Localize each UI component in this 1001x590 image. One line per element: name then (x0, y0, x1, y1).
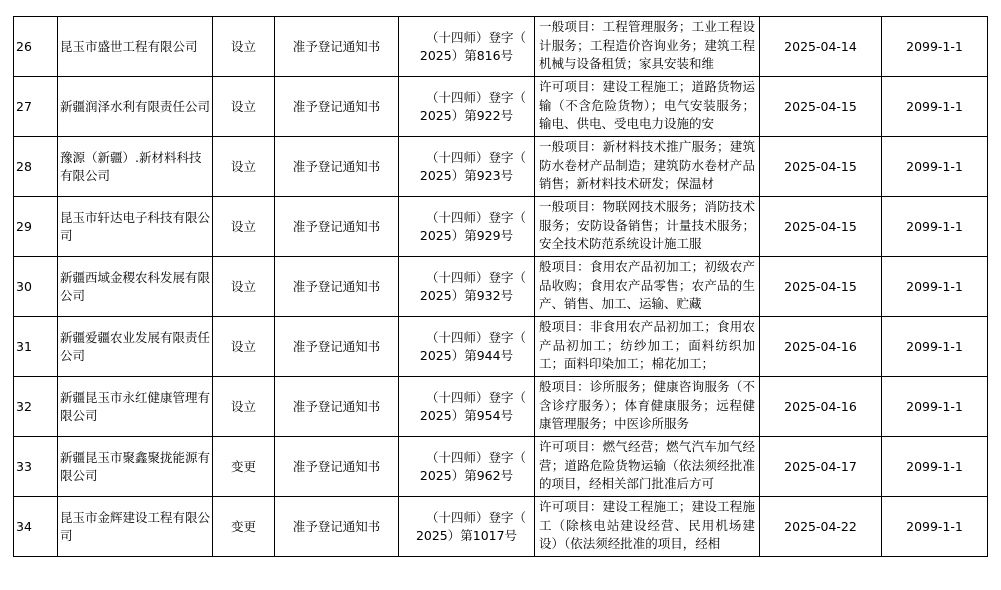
business-scope: 许可项目：建设工程施工；建设工程施工（除核电站建设经营、民用机场建设）（依法须经批准的项目，经相 (535, 497, 760, 557)
document-type: 准予登记通知书 (275, 377, 399, 437)
registration-number: （十四师）登字（ 2025）第944号 (399, 317, 535, 377)
document-type: 准予登记通知书 (275, 197, 399, 257)
approval-date: 2025-04-16 (760, 377, 882, 437)
table-row (14, 317, 988, 377)
expiry-date: 2099-1-1 (882, 137, 988, 197)
registration-number: （十四师）登字（ 2025）第962号 (399, 437, 535, 497)
registration-type: 设立 (213, 197, 275, 257)
row-number: 27 (14, 77, 58, 137)
row-number: 32 (14, 377, 58, 437)
table-row (14, 257, 988, 317)
registration-type: 设立 (213, 317, 275, 377)
row-number: 33 (14, 437, 58, 497)
company-name: 新疆昆玉市永红健康管理有限公司 (58, 377, 213, 437)
company-name: 新疆润泽水利有限责任公司 (58, 77, 213, 137)
business-scope: 般项目：食用农产品初加工；初级农产品收购；食用农产品零售；农产品的生产、销售、加工、运输、贮藏 (535, 257, 760, 317)
registration-number: （十四师）登字（ 2025）第954号 (399, 377, 535, 437)
table-row (14, 17, 988, 77)
expiry-date: 2099-1-1 (882, 377, 988, 437)
table-row (14, 197, 988, 257)
table-row (14, 77, 988, 137)
registration-number: （十四师）登字（ 2025）第923号 (399, 137, 535, 197)
registration-type: 变更 (213, 497, 275, 557)
approval-date: 2025-04-22 (760, 497, 882, 557)
table-row (14, 437, 988, 497)
expiry-date: 2099-1-1 (882, 17, 988, 77)
expiry-date: 2099-1-1 (882, 257, 988, 317)
registration-number: （十四师）登字（ 2025）第1017号 (399, 497, 535, 557)
approval-date: 2025-04-15 (760, 197, 882, 257)
document-type: 准予登记通知书 (275, 257, 399, 317)
approval-date: 2025-04-14 (760, 17, 882, 77)
company-name: 新疆西域金稷农科发展有限公司 (58, 257, 213, 317)
document-type: 准予登记通知书 (275, 17, 399, 77)
table-row (14, 377, 988, 437)
registration-table (13, 16, 988, 557)
company-name: 新疆昆玉市聚鑫聚拢能源有限公司 (58, 437, 213, 497)
registration-number: （十四师）登字（ 2025）第816号 (399, 17, 535, 77)
document-type: 准予登记通知书 (275, 137, 399, 197)
registration-type: 设立 (213, 257, 275, 317)
approval-date: 2025-04-16 (760, 317, 882, 377)
approval-date: 2025-04-17 (760, 437, 882, 497)
business-scope: 一般项目：工程管理服务；工业工程设计服务；工程造价咨询业务；建筑工程机械与设备租赁；家具安装和维 (535, 17, 760, 77)
registration-type: 设立 (213, 377, 275, 437)
company-name: 昆玉市金辉建设工程有限公司 (58, 497, 213, 557)
business-scope: 一般项目：物联网技术服务；消防技术服务；安防设备销售；计量技术服务；安全技术防范系统设计施工服 (535, 197, 760, 257)
registration-type: 设立 (213, 17, 275, 77)
registration-type: 设立 (213, 77, 275, 137)
company-name: 昆玉市轩达电子科技有限公司 (58, 197, 213, 257)
expiry-date: 2099-1-1 (882, 317, 988, 377)
table-row (14, 137, 988, 197)
expiry-date: 2099-1-1 (882, 197, 988, 257)
table-row (14, 497, 988, 557)
expiry-date: 2099-1-1 (882, 77, 988, 137)
business-scope: 般项目：非食用农产品初加工；食用农产品初加工；纺纱加工；面料纺织加工；面料印染加工；棉花加工； (535, 317, 760, 377)
table-body (14, 17, 988, 557)
row-number: 26 (14, 17, 58, 77)
document-type: 准予登记通知书 (275, 437, 399, 497)
document-type: 准予登记通知书 (275, 317, 399, 377)
document-type: 准予登记通知书 (275, 77, 399, 137)
row-number: 30 (14, 257, 58, 317)
approval-date: 2025-04-15 (760, 77, 882, 137)
company-name: 新疆爱疆农业发展有限责任公司 (58, 317, 213, 377)
row-number: 34 (14, 497, 58, 557)
company-name: 昆玉市盛世工程有限公司 (58, 17, 213, 77)
business-scope: 般项目：诊所服务；健康咨询服务（不含诊疗服务）；体育健康服务；远程健康管理服务；中医诊所服务 (535, 377, 760, 437)
registration-number: （十四师）登字（ 2025）第922号 (399, 77, 535, 137)
business-scope: 许可项目：燃气经营；燃气汽车加气经营；道路危险货物运输（依法须经批准的项目，经相关部门批准后方可 (535, 437, 760, 497)
row-number: 29 (14, 197, 58, 257)
expiry-date: 2099-1-1 (882, 497, 988, 557)
row-number: 31 (14, 317, 58, 377)
approval-date: 2025-04-15 (760, 137, 882, 197)
row-number: 28 (14, 137, 58, 197)
expiry-date: 2099-1-1 (882, 437, 988, 497)
registration-number: （十四师）登字（ 2025）第929号 (399, 197, 535, 257)
registration-number: （十四师）登字（ 2025）第932号 (399, 257, 535, 317)
business-scope: 一般项目：新材料技术推广服务；建筑防水卷材产品制造；建筑防水卷材产品销售；新材料技术研发；保温材 (535, 137, 760, 197)
company-name: 豫源（新疆）.新材料科技有限公司 (58, 137, 213, 197)
approval-date: 2025-04-15 (760, 257, 882, 317)
registration-type: 设立 (213, 137, 275, 197)
document-type: 准予登记通知书 (275, 497, 399, 557)
registration-type: 变更 (213, 437, 275, 497)
business-scope: 许可项目：建设工程施工；道路货物运输（不含危险货物）；电气安装服务；输电、供电、受电电力设施的安 (535, 77, 760, 137)
